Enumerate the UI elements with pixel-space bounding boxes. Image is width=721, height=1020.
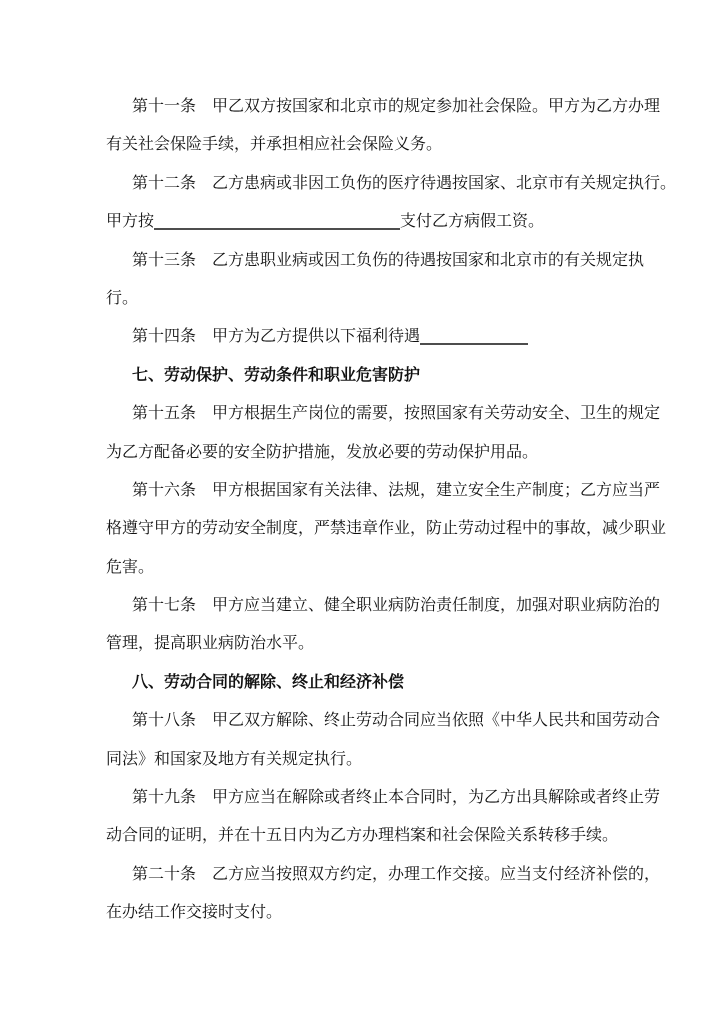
fill-in-blank-underline bbox=[420, 325, 528, 345]
contract-text-body bbox=[106, 88, 677, 933]
contract-line bbox=[106, 817, 636, 855]
text-segment: 危害。 bbox=[106, 558, 155, 576]
text-segment: 八、劳动合同的解除、终止和经济补偿 bbox=[132, 673, 405, 691]
text-segment: 甲方按 bbox=[106, 213, 155, 231]
text-segment: 第二十条 乙方应当按照双方约定，办理工作交接。应当支付经济补偿的， bbox=[132, 865, 661, 883]
text-segment: 格遵守甲方的劳动安全制度，严禁违章作业，防止劳动过程中的事故，减少职业 bbox=[106, 520, 667, 538]
section-heading bbox=[106, 357, 636, 395]
contract-line bbox=[106, 434, 636, 472]
contract-line bbox=[106, 741, 636, 779]
text-segment: 第十九条 甲方应当在解除或者终止本合同时，为乙方出具解除或者终止劳 bbox=[132, 789, 661, 807]
contract-line bbox=[106, 779, 661, 817]
section-heading bbox=[106, 664, 636, 702]
text-segment: 第十四条 甲方为乙方提供以下福利待遇 bbox=[132, 328, 421, 346]
text-segment: 第十八条 甲乙双方解除、终止劳动合同应当依照《中华人民共和国劳动合 bbox=[132, 712, 661, 730]
fill-in-blank-underline bbox=[154, 210, 400, 230]
contract-line bbox=[106, 242, 645, 280]
text-segment: 为乙方配备必要的安全防护措施，发放必要的劳动保护用品。 bbox=[106, 443, 539, 461]
text-segment: 第十三条 乙方患职业病或因工负伤的待遇按国家和北京市的有关规定执 bbox=[132, 251, 645, 269]
contract-line bbox=[106, 472, 661, 510]
contract-line bbox=[106, 395, 661, 433]
contract-line bbox=[106, 625, 636, 663]
contract-line bbox=[106, 587, 661, 625]
text-segment: 管理，提高职业病防治水平。 bbox=[106, 635, 315, 653]
contract-line bbox=[106, 126, 636, 164]
text-segment: 第十七条 甲方应当建立、健全职业病防治责任制度，加强对职业病防治的 bbox=[132, 597, 661, 615]
contract-line bbox=[106, 280, 636, 318]
text-segment: 动合同的证明，并在十五日内为乙方办理档案和社会保险关系转移手续。 bbox=[106, 827, 619, 845]
contract-line bbox=[106, 165, 677, 203]
text-segment: 第十五条 甲方根据生产岗位的需要，按照国家有关劳动安全、卫生的规定 bbox=[132, 405, 661, 423]
contract-line bbox=[106, 894, 636, 932]
contract-line bbox=[106, 203, 636, 241]
text-segment: 行。 bbox=[106, 289, 139, 307]
contract-line bbox=[106, 856, 661, 894]
text-segment: 第十六条 甲方根据国家有关法律、法规，建立安全生产制度；乙方应当严 bbox=[132, 481, 661, 499]
text-segment: 第十二条 乙方患病或非因工负伤的医疗待遇按国家、北京市有关规定执行。 bbox=[132, 174, 677, 192]
text-segment: 支付乙方病假工资。 bbox=[400, 213, 545, 231]
contract-line bbox=[106, 702, 661, 740]
text-segment: 第十一条 甲乙双方按国家和北京市的规定参加社会保险。甲方为乙方办理 bbox=[132, 98, 661, 115]
contract-line bbox=[106, 88, 661, 126]
contract-line bbox=[106, 510, 667, 548]
text-segment: 七、劳动保护、劳动条件和职业危害防护 bbox=[132, 366, 421, 384]
contract-line bbox=[106, 549, 636, 587]
text-segment: 同法》和国家及地方有关规定执行。 bbox=[106, 750, 363, 768]
text-segment: 有关社会保险手续，并承担相应社会保险义务。 bbox=[106, 136, 443, 154]
text-segment: 在办结工作交接时支付。 bbox=[106, 904, 283, 922]
contract-line bbox=[106, 318, 636, 356]
